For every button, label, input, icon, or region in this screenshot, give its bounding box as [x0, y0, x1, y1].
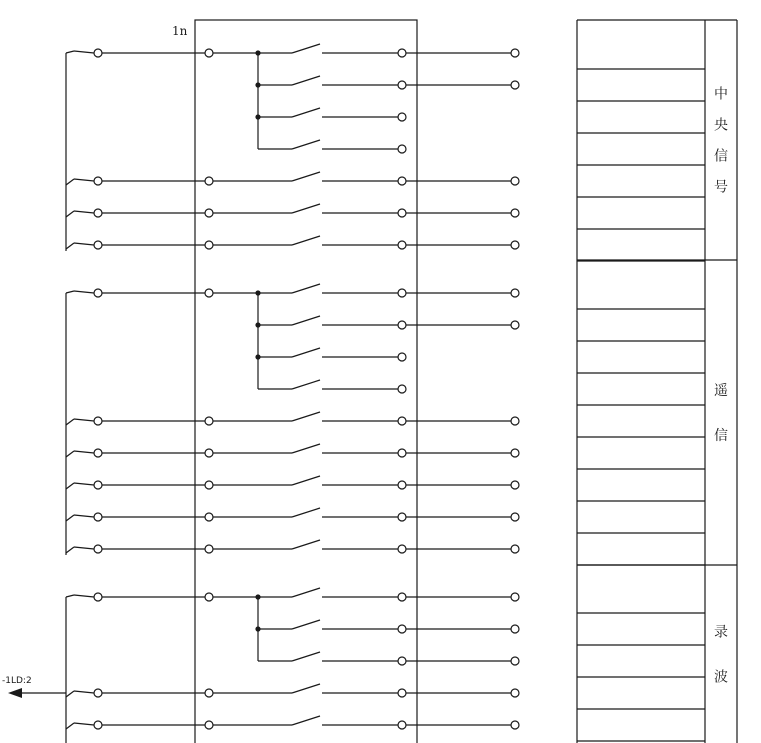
- terminal: [205, 545, 213, 553]
- terminal: [398, 593, 406, 601]
- contact-blade: [292, 540, 320, 549]
- group-label-char: 号: [714, 179, 728, 196]
- group-label-char: 录: [714, 624, 728, 641]
- terminal: [94, 49, 102, 57]
- group-label-char: 信: [714, 148, 728, 165]
- terminal: [398, 449, 406, 457]
- bus-jog: [66, 51, 74, 53]
- contact-blade: [292, 716, 320, 725]
- contact-blade: [292, 44, 320, 53]
- terminal: [398, 177, 406, 185]
- terminal: [398, 145, 406, 153]
- terminal: [398, 113, 406, 121]
- terminal: [511, 177, 519, 185]
- terminal: [511, 721, 519, 729]
- terminal: [511, 593, 519, 601]
- terminal: [511, 545, 519, 553]
- terminal: [205, 481, 213, 489]
- terminal: [511, 689, 519, 697]
- terminal: [398, 81, 406, 89]
- junction-dot: [255, 114, 260, 119]
- left-wire: [74, 179, 94, 181]
- bus-jog: [66, 483, 74, 489]
- left-wire: [74, 243, 94, 245]
- contact-blade: [292, 140, 320, 149]
- relay-device-box: [195, 20, 417, 743]
- terminal: [398, 721, 406, 729]
- arrow-label: -1LD:2: [2, 676, 32, 686]
- contact-blade: [292, 684, 320, 693]
- terminal: [94, 513, 102, 521]
- terminal: [398, 385, 406, 393]
- terminal: [398, 545, 406, 553]
- terminal: [398, 49, 406, 57]
- contact-blade: [292, 652, 320, 661]
- terminal: [398, 353, 406, 361]
- terminal: [205, 209, 213, 217]
- terminal: [94, 449, 102, 457]
- contact-blade: [292, 284, 320, 293]
- terminal: [398, 625, 406, 633]
- bus-jog: [66, 515, 74, 521]
- terminal: [205, 177, 213, 185]
- terminal: [94, 721, 102, 729]
- terminal: [511, 289, 519, 297]
- junction-dot: [255, 594, 260, 599]
- terminal: [511, 513, 519, 521]
- terminal: [94, 289, 102, 297]
- contact-blade: [292, 588, 320, 597]
- terminal: [511, 449, 519, 457]
- left-wire: [74, 515, 94, 517]
- terminal: [511, 81, 519, 89]
- junction-dot: [255, 322, 260, 327]
- terminal: [205, 593, 213, 601]
- left-wire: [74, 723, 94, 725]
- bus-jog: [66, 691, 74, 697]
- left-wire: [74, 595, 94, 597]
- contact-blade: [292, 108, 320, 117]
- contact-blade: [292, 508, 320, 517]
- terminal: [205, 449, 213, 457]
- junction-dot: [255, 290, 260, 295]
- contact-blade: [292, 76, 320, 85]
- terminal: [511, 49, 519, 57]
- contact-blade: [292, 172, 320, 181]
- terminal: [205, 289, 213, 297]
- bus-jog: [66, 179, 74, 185]
- left-wire: [74, 547, 94, 549]
- terminal: [94, 177, 102, 185]
- bus-jog: [66, 419, 74, 425]
- terminal: [205, 513, 213, 521]
- terminal: [94, 417, 102, 425]
- junction-dot: [255, 354, 260, 359]
- bus-jog: [66, 595, 74, 597]
- bus-jog: [66, 451, 74, 457]
- group-label-char: 信: [714, 428, 728, 444]
- left-wire: [74, 211, 94, 213]
- bus-jog: [66, 243, 74, 249]
- terminal: [398, 657, 406, 665]
- terminal: [94, 689, 102, 697]
- terminal: [205, 417, 213, 425]
- terminal: [398, 689, 406, 697]
- terminal: [398, 321, 406, 329]
- contact-blade: [292, 380, 320, 389]
- bus-jog: [66, 723, 74, 729]
- contact-blade: [292, 620, 320, 629]
- terminal: [398, 289, 406, 297]
- wire-layer: [8, 20, 519, 743]
- contact-blade: [292, 444, 320, 453]
- group-label-char: 波: [714, 669, 728, 686]
- bus-jog: [66, 291, 74, 293]
- terminal: [511, 657, 519, 665]
- terminal: [205, 689, 213, 697]
- terminal: [94, 593, 102, 601]
- contact-blade: [292, 348, 320, 357]
- terminal: [205, 241, 213, 249]
- terminal: [511, 417, 519, 425]
- group-label-char: 央: [714, 117, 728, 134]
- contact-blade: [292, 316, 320, 325]
- contact-blade: [292, 204, 320, 213]
- junction-dot: [255, 50, 260, 55]
- terminal: [511, 481, 519, 489]
- contact-blade: [292, 236, 320, 245]
- left-wire: [74, 451, 94, 453]
- terminal: [511, 241, 519, 249]
- left-wire: [74, 291, 94, 293]
- junction-dot: [255, 626, 260, 631]
- left-wire: [74, 691, 94, 693]
- terminal: [205, 49, 213, 57]
- label-layer: [2, 676, 32, 686]
- group-label-char: 遥: [714, 383, 728, 399]
- terminal: [398, 209, 406, 217]
- terminal: [398, 241, 406, 249]
- terminal: [511, 209, 519, 217]
- bus-jog: [66, 547, 74, 553]
- left-wire: [74, 483, 94, 485]
- left-wire: [74, 419, 94, 421]
- terminal: [94, 209, 102, 217]
- terminal: [511, 625, 519, 633]
- left-wire: [74, 51, 94, 53]
- terminal: [94, 481, 102, 489]
- terminal: [398, 481, 406, 489]
- terminal: [94, 241, 102, 249]
- terminal: [94, 545, 102, 553]
- terminal: [398, 513, 406, 521]
- contact-blade: [292, 412, 320, 421]
- terminal: [511, 321, 519, 329]
- contact-blade: [292, 476, 320, 485]
- bus-jog: [66, 211, 74, 217]
- device-label: 1n: [172, 24, 188, 38]
- junction-dot: [255, 82, 260, 87]
- terminal: [398, 417, 406, 425]
- signal-table: [577, 20, 737, 743]
- terminal: [205, 721, 213, 729]
- arrow-left-icon: [8, 688, 22, 698]
- group-label-char: 中: [714, 86, 728, 103]
